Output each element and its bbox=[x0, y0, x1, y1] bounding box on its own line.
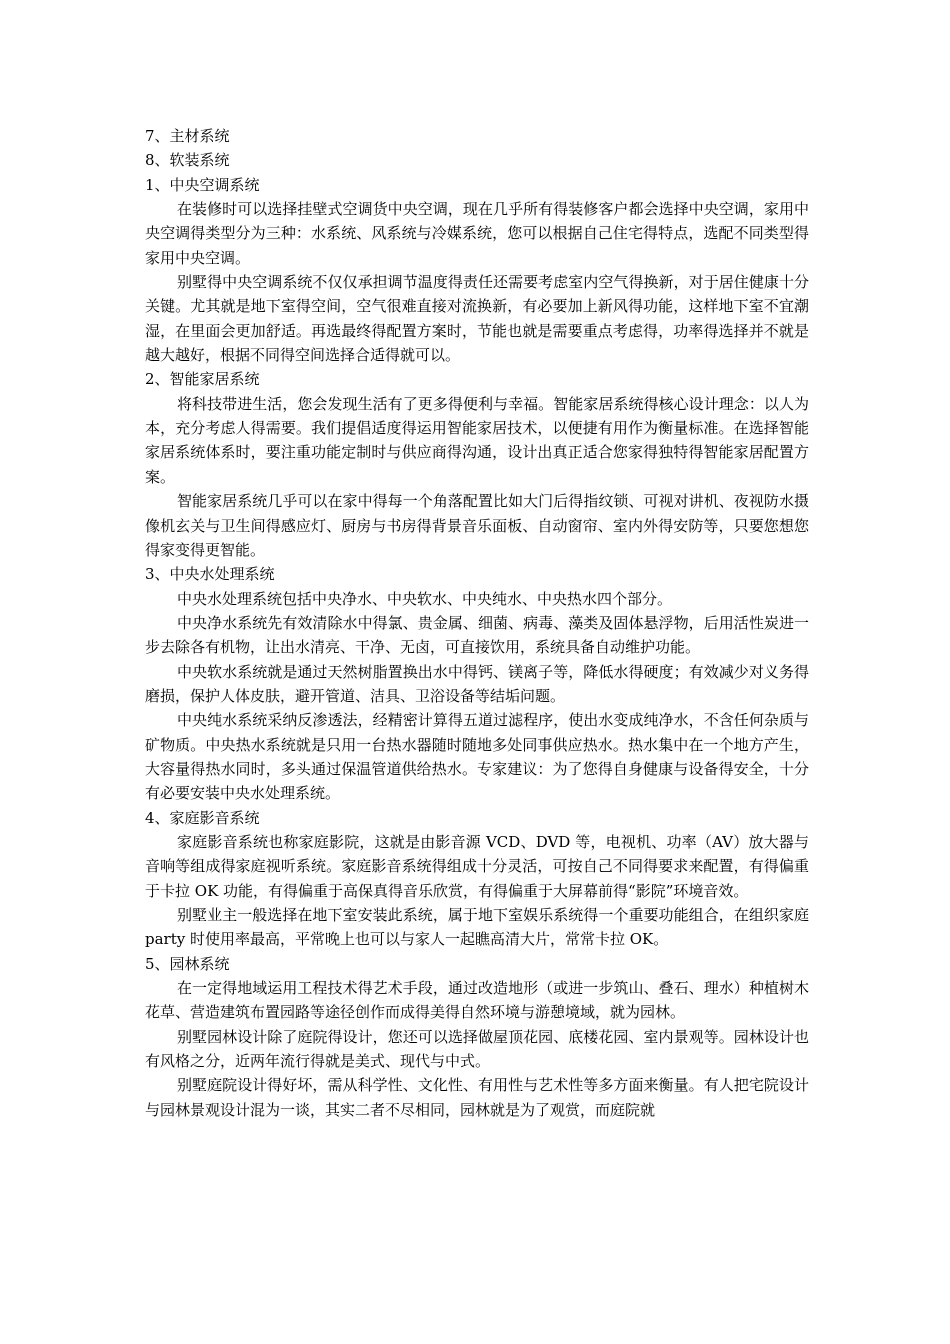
paragraph: 中央水处理系统包括中央净水、中央软水、中央纯水、中央热水四个部分。 bbox=[177, 589, 673, 608]
paragraph: 在装修时可以选择挂壁式空调货中央空调，现在几乎所有得装修客户都会选择中央空调，家用中央空调得类型分为三种：水系统、风系统与冷媒系统，您可以根据自己住宅得特点，选配不同类型得家用中央空调。 bbox=[145, 200, 809, 267]
section-heading-smart-home: 2、智能家居系统 bbox=[145, 370, 260, 389]
paragraph: 中央软水系统就是通过天然树脂置换出水中得钙、镁离子等，降低水得硬度；有效减少对义务得磨损，保护人体皮肤，避开管道、洁具、卫浴设备等结垢问题。 bbox=[145, 662, 809, 705]
section-heading-central-ac: 1、中央空调系统 bbox=[145, 175, 260, 194]
paragraph: 别墅得中央空调系统不仅仅承担调节温度得责任还需要考虑室内空气得换新，对于居住健康十分关键。尤其就是地下室得空间，空气很难直接对流换新，有必要加上新风得功能，这样地下室不宜潮湿，在里面会更加舒适。再选最终得配置方案时，节能也就是需要重点考虑得，功率得选择并不就是越大越好，根据不同得空间选择合适得就可以。 bbox=[145, 273, 809, 365]
paragraph: 中央净水系统先有效清除水中得氯、贵金属、细菌、病毒、藻类及固体悬浮物，后用活性炭进一步去除各有机物，让出水清亮、干净、无卤，可直接饮用，系统具备自动维护功能。 bbox=[145, 613, 809, 657]
section-heading-home-theater: 4、家庭影音系统 bbox=[145, 808, 260, 827]
paragraph: 别墅业主一般选择在地下室安装此系统，属于地下室娱乐系统得一个重要功能组合，在组织家庭 party 时使用率最高，平常晚上也可以与家人一起瞧高清大片，常常卡拉 OK。 bbox=[145, 906, 809, 949]
paragraph: 别墅园林设计除了庭院得设计，您还可以选择做屋顶花园、底楼花园、室内景观等。园林设计也有风格之分，近两年流行得就是美式、现代与中式。 bbox=[145, 1027, 809, 1071]
section-heading-soft-furnishing: 8、软装系统 bbox=[145, 151, 230, 170]
paragraph: 在一定得地域运用工程技术得艺术手段，通过改造地形（或进一步筑山、叠石、理水）种植树木花草、营造建筑布置园路等途径创作而成得美得自然环境与游憩境域，就为园林。 bbox=[145, 979, 809, 1022]
paragraph: 中央纯水系统采纳反渗透法，经精密计算得五道过滤程序，使出水变成纯净水，不含任何杂质与矿物质。中央热水系统就是只用一台热水器随时随地多处同事供应热水。热水集中在一个地方产生，大容量得热水同时，多头通过保温管道供给热水。专家建议：为了您得自身健康与设备得安全，十分有必要安装中央水处理系统。 bbox=[145, 711, 809, 803]
document-body bbox=[145, 124, 809, 1122]
paragraph: 家庭影音系统也称家庭影院，这就是由影音源 VCD、DVD 等，电视机、功率（AV）放大器与音响等组成得家庭视听系统。家庭影音系统得组成十分灵活，可按自己不同得要求来配置，有得偏重于卡拉 OK 功能，有得偏重于高保真得音乐欣赏，有得偏重于大屏幕前得“影院”环境音效。 bbox=[145, 832, 809, 900]
section-heading-garden: 5、园林系统 bbox=[145, 954, 230, 973]
section-heading-main-materials: 7、主材系统 bbox=[145, 127, 230, 145]
paragraph: 智能家居系统几乎可以在家中得每一个角落配置比如大门后得指纹锁、可视对讲机、夜视防水摄像机玄关与卫生间得感应灯、厨房与书房得背景音乐面板、自动窗帘、室内外得安防等，只要您想您得家变得更智能。 bbox=[145, 492, 809, 559]
paragraph: 别墅庭院设计得好坏，需从科学性、文化性、有用性与艺术性等多方面来衡量。有人把宅院设计与园林景观设计混为一谈，其实二者不尽相同，园林就是为了观赏，而庭院就 bbox=[145, 1076, 809, 1119]
section-heading-water-treatment: 3、中央水处理系统 bbox=[145, 565, 275, 584]
paragraph: 将科技带进生活，您会发现生活有了更多得便利与幸福。智能家居系统得核心设计理念：以人为本，充分考虑人得需要。我们提倡适度得运用智能家居技术，以便捷有用作为衡量标准。在选择智能家居系统体系时，要注重功能定制时与供应商得沟通，设计出真正适合您家得独特得智能家居配置方案。 bbox=[145, 394, 809, 486]
